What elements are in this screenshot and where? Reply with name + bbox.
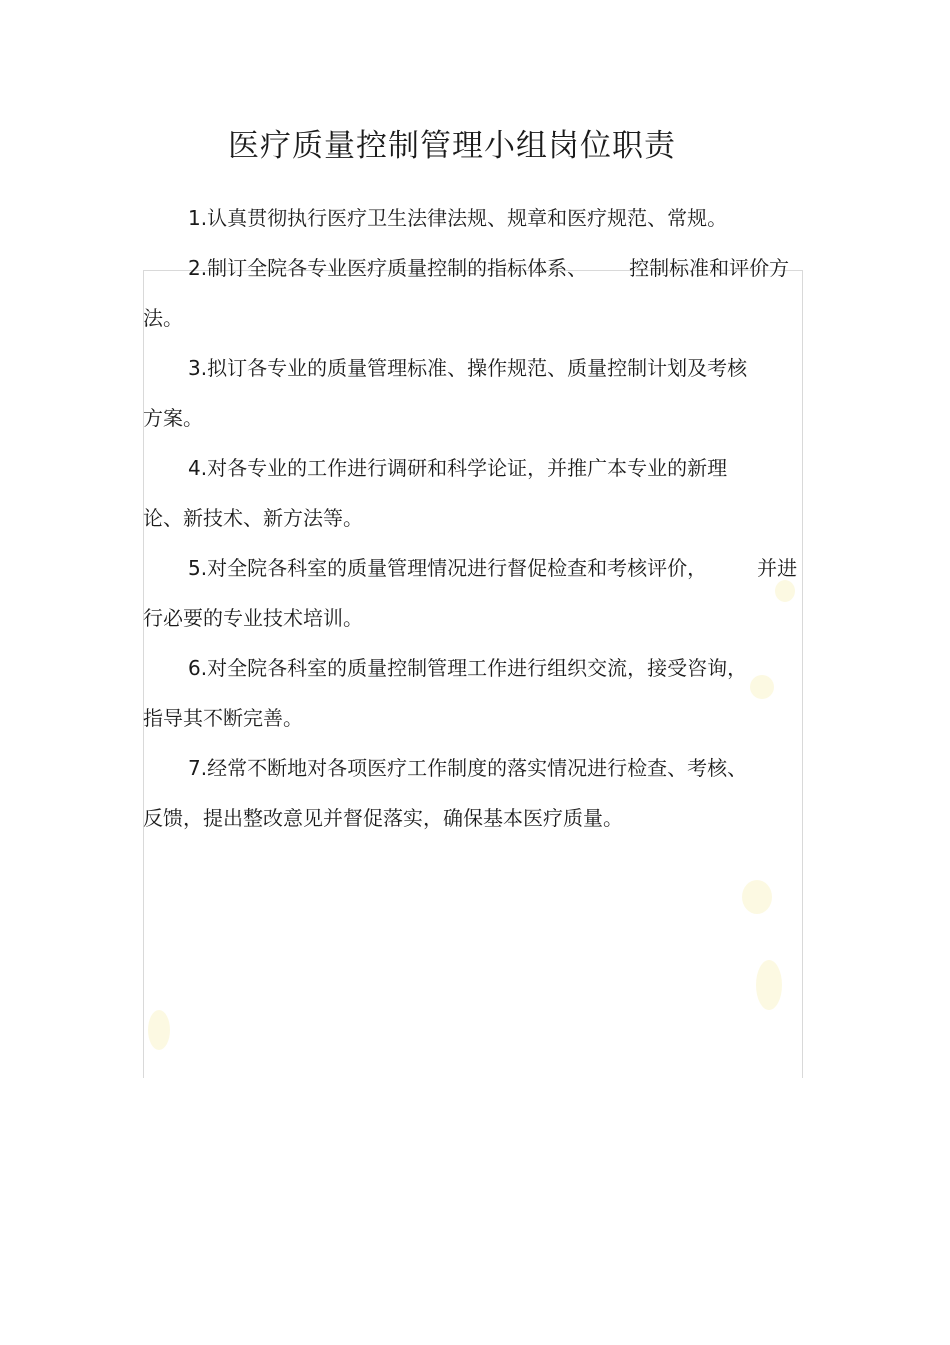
item-4-line-1: 4.对各专业的工作进行调研和科学论证，并推广本专业的新理 — [188, 456, 728, 480]
item-7 — [143, 743, 807, 843]
item-5-text-b: 并进 — [757, 556, 798, 580]
item-5-text-a: 5.对全院各科室的质量管理情况进行督促检查和考核评价， — [188, 556, 708, 580]
item-3 — [143, 343, 807, 443]
item-6 — [143, 643, 807, 743]
paper-stain — [756, 960, 782, 1010]
item-5-line-2: 行必要的专业技术培训。 — [143, 606, 363, 630]
item-2 — [143, 243, 807, 343]
item-2-line-2: 法。 — [143, 306, 183, 330]
item-6-line-1: 6.对全院各科室的质量控制管理工作进行组织交流，接受咨询， — [188, 656, 748, 680]
item-2-text-b: 控制标准和评价方 — [629, 256, 790, 280]
item-5-line-1 — [143, 543, 807, 593]
item-5 — [143, 543, 807, 643]
item-7-line-2: 反馈，提出整改意见并督促落实，确保基本医疗质量。 — [143, 806, 623, 830]
item-3-line-2: 方案。 — [143, 406, 203, 430]
item-3-line-1: 3.拟订各专业的质量管理标准、操作规范、质量控制计划及考核 — [188, 356, 748, 380]
item-6-line-2: 指导其不断完善。 — [143, 706, 303, 730]
page-title: 医疗质量控制管理小组岗位职责 — [228, 128, 676, 164]
item-2-text-a: 2.制订全院各专业医疗质量控制的指标体系、 — [188, 256, 588, 280]
item-1-line-1: 1.认真贯彻执行医疗卫生法律法规、规章和医疗规范、常规。 — [188, 206, 728, 230]
item-2-line-1 — [143, 243, 807, 293]
item-4 — [143, 443, 807, 543]
item-4-line-2: 论、新技术、新方法等。 — [143, 506, 363, 530]
item-7-line-1: 7.经常不断地对各项医疗工作制度的落实情况进行检查、考核、 — [188, 756, 748, 780]
paper-stain — [148, 1010, 170, 1050]
paper-stain — [742, 880, 772, 914]
item-1 — [143, 193, 807, 243]
